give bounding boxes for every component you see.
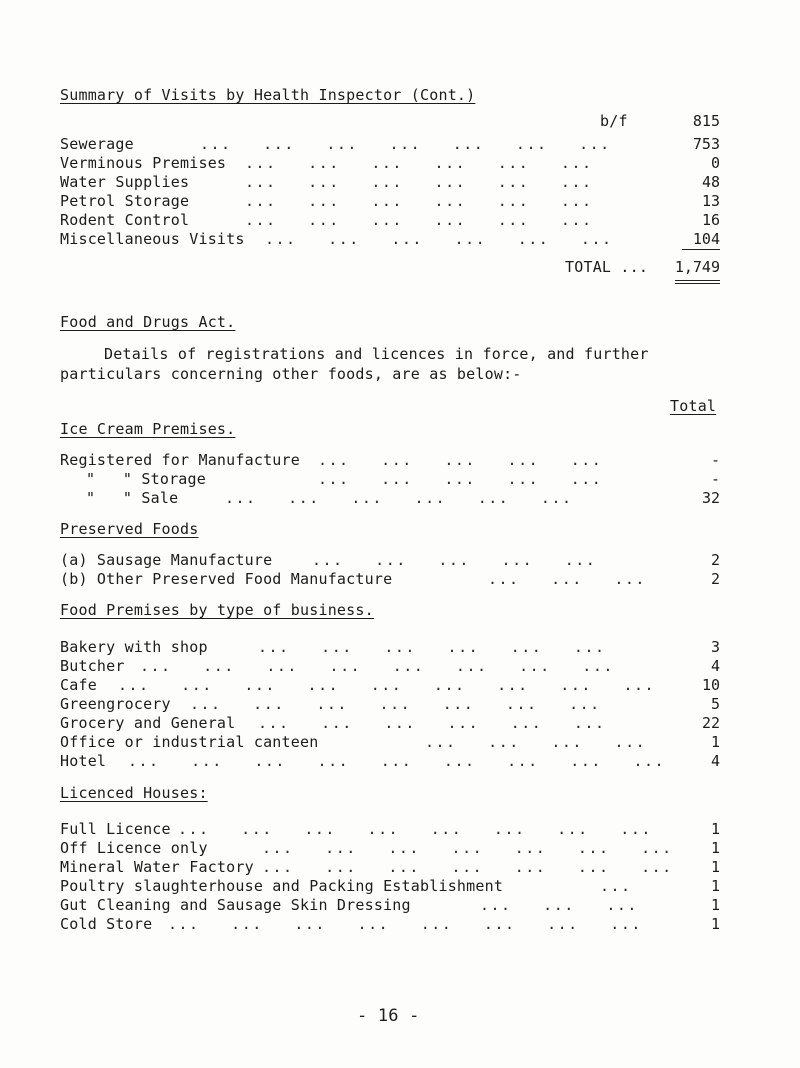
premises-label: Office or industrial canteen [60, 733, 319, 751]
preserved-label: (b) Other Preserved Food Manufacture [60, 570, 393, 588]
brought-forward-label: b/f [600, 112, 628, 130]
leader-dots: ... ... ... ... [425, 733, 647, 751]
ice-cream-label: " " Sale [86, 489, 179, 507]
licenced-houses-heading: Licenced Houses: [60, 784, 208, 802]
licenced-value: 1 [710, 877, 720, 895]
ice-cream-label: Registered for Manufacture [60, 451, 300, 469]
licenced-label: Mineral Water Factory [60, 858, 254, 876]
leader-dots: ... ... ... ... ... ... ... [262, 858, 673, 876]
intro-line-2: particulars concerning other foods, are as below:- [60, 365, 522, 383]
licenced-row [0, 820, 800, 838]
visit-value: 48 [701, 173, 720, 191]
premises-value: 4 [710, 657, 720, 675]
premises-value: 22 [701, 714, 720, 732]
leader-dots: ... ... ... ... ... ... [258, 638, 606, 656]
page-title: Summary of Visits by Health Inspector (Cont.) [60, 86, 476, 104]
premises-label: Butcher [60, 657, 125, 675]
food-premises-heading: Food Premises by type of business. [60, 601, 374, 619]
preserved-label: (a) Sausage Manufacture [60, 551, 273, 569]
visit-label: Sewerage [60, 135, 134, 153]
ice-cream-value: 32 [701, 489, 720, 507]
intro-line-1: Details of registrations and licences in force, and further [104, 345, 649, 363]
leader-dots: ... ... ... ... ... ... ... [200, 135, 611, 153]
licenced-value: 1 [710, 915, 720, 933]
visit-row [0, 211, 800, 229]
double-rule-top [675, 280, 720, 281]
premises-label: Cafe [60, 676, 97, 694]
premises-row [0, 695, 800, 713]
total-value: 1,749 [674, 258, 720, 276]
premises-value: 4 [710, 752, 720, 770]
sum-rule [682, 249, 720, 250]
visit-label: Water Supplies [60, 173, 190, 191]
ice-cream-heading: Ice Cream Premises. [60, 420, 236, 438]
licenced-row [0, 858, 800, 876]
visit-value: 13 [701, 192, 720, 210]
visit-value: 104 [692, 230, 720, 248]
premises-row [0, 752, 800, 770]
leader-dots: ... ... ... ... ... [312, 551, 597, 569]
preserved-row [0, 570, 800, 588]
leader-dots: ... ... ... ... ... ... [245, 211, 593, 229]
ice-cream-value: - [710, 470, 720, 488]
leader-dots: ... [600, 877, 632, 895]
premises-label: Grocery and General [60, 714, 236, 732]
premises-label: Bakery with shop [60, 638, 208, 656]
ice-cream-row [0, 451, 800, 469]
premises-row [0, 676, 800, 694]
licenced-value: 1 [710, 896, 720, 914]
preserved-row [0, 551, 800, 569]
visit-row [0, 154, 800, 172]
visit-label: Rodent Control [60, 211, 190, 229]
leader-dots: ... ... ... ... ... ... [245, 173, 593, 191]
licenced-row [0, 877, 800, 895]
total-column-header: Total [670, 397, 717, 415]
licenced-value: 1 [710, 820, 720, 838]
leader-dots: ... ... ... ... ... ... [225, 489, 573, 507]
brought-forward-value: 815 [692, 112, 720, 130]
leader-dots: ... ... ... ... ... ... ... [262, 839, 673, 857]
licenced-label: Off Licence only [60, 839, 208, 857]
licenced-label: Poultry slaughterhouse and Packing Establishment [60, 877, 504, 895]
food-drugs-heading: Food and Drugs Act. [60, 313, 236, 331]
leader-dots: ... ... ... ... ... ... ... [190, 695, 601, 713]
visit-row [0, 230, 800, 248]
ice-cream-row [0, 470, 800, 488]
leader-dots: ... ... ... ... ... ... ... ... [168, 915, 642, 933]
ice-cream-row [0, 489, 800, 507]
premises-row [0, 657, 800, 675]
double-rule-bottom [675, 283, 720, 284]
leader-dots: ... ... ... ... ... [318, 470, 603, 488]
visit-row [0, 173, 800, 191]
ice-cream-value: - [710, 451, 720, 469]
premises-value: 10 [701, 676, 720, 694]
leader-dots: ... ... ... ... ... ... ... ... ... [118, 676, 656, 694]
leader-dots: ... ... ... ... ... ... [245, 154, 593, 172]
page-number: - 16 - [357, 1006, 420, 1026]
licenced-label: Gut Cleaning and Sausage Skin Dressing [60, 896, 411, 914]
visit-row [0, 192, 800, 210]
preserved-foods-heading: Preserved Foods [60, 520, 199, 538]
visit-label: Miscellaneous Visits [60, 230, 245, 248]
preserved-value: 2 [710, 570, 720, 588]
leader-dots: ... ... ... [480, 896, 638, 914]
leader-dots: ... ... ... ... ... ... ... ... ... [128, 752, 666, 770]
leader-dots: ... ... ... [488, 570, 646, 588]
premises-value: 3 [710, 638, 720, 656]
leader-dots: ... ... ... ... ... ... [265, 230, 613, 248]
leader-dots: ... ... ... ... ... ... ... ... [178, 820, 652, 838]
premises-value: 5 [710, 695, 720, 713]
visit-value: 16 [701, 211, 720, 229]
visit-label: Verminous Premises [60, 154, 227, 172]
preserved-value: 2 [710, 551, 720, 569]
leader-dots: ... ... ... ... ... ... [258, 714, 606, 732]
leader-dots: ... ... ... ... ... ... [245, 192, 593, 210]
licenced-label: Full Licence [60, 820, 171, 838]
visit-row [0, 135, 800, 153]
licenced-row [0, 839, 800, 857]
total-label: TOTAL ... [565, 258, 649, 276]
leader-dots: ... ... ... ... ... ... ... ... [140, 657, 614, 675]
licenced-value: 1 [710, 839, 720, 857]
premises-row [0, 714, 800, 732]
visit-value: 0 [710, 154, 720, 172]
premises-label: Hotel [60, 752, 107, 770]
visit-value: 753 [692, 135, 720, 153]
premises-label: Greengrocery [60, 695, 171, 713]
licenced-label: Cold Store [60, 915, 153, 933]
visit-label: Petrol Storage [60, 192, 190, 210]
premises-value: 1 [710, 733, 720, 751]
licenced-row [0, 915, 800, 933]
ice-cream-label: " " Storage [86, 470, 206, 488]
leader-dots: ... ... ... ... ... [318, 451, 603, 469]
premises-row [0, 638, 800, 656]
premises-row [0, 733, 800, 751]
licenced-value: 1 [710, 858, 720, 876]
licenced-row [0, 896, 800, 914]
